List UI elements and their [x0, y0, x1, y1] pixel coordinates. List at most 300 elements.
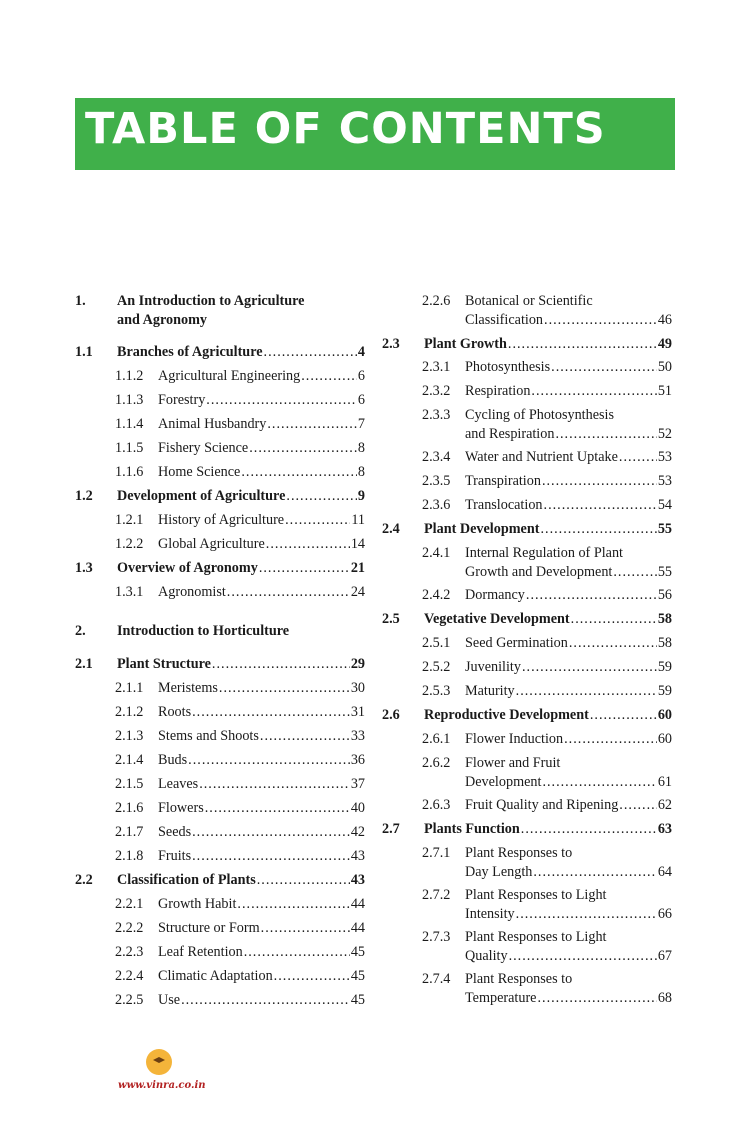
website-url[interactable]: www.vinra.co.in — [118, 1080, 206, 1091]
toc-entry-page-number: 63 — [657, 821, 672, 837]
toc-entry-title: Maturity — [465, 683, 515, 699]
toc-entry-body — [424, 335, 672, 354]
dot-leader — [205, 799, 350, 818]
toc-entry-number: 2.3.3 — [422, 407, 451, 423]
toc-entry-body — [158, 895, 365, 914]
dot-leader — [508, 335, 657, 354]
toc-entry-title: Branches of Agriculture — [117, 344, 263, 360]
toc-entry-title: Plant Structure — [117, 656, 211, 672]
dot-leader — [521, 820, 657, 839]
dot-leader — [533, 863, 656, 882]
toc-entry-body — [465, 634, 672, 653]
toc-entry-title: Buds — [158, 752, 188, 768]
dot-leader — [241, 463, 357, 482]
toc-entry-number: 2.3.1 — [422, 359, 451, 375]
toc-entry-number: 2.7.3 — [422, 929, 451, 945]
toc-entry-body — [158, 439, 365, 458]
toc-entry-title: Structure or Form — [158, 920, 260, 936]
toc-entry-page-number: 53 — [657, 473, 672, 489]
toc-entry-line — [465, 292, 672, 311]
toc-entry-title: Water and Nutrient Uptake — [465, 449, 618, 465]
toc-entry-number: 2.5 — [382, 611, 400, 627]
toc-entry-body — [465, 292, 672, 330]
toc-entry-title: Agronomist — [158, 584, 226, 600]
toc-entry-number: 2.6 — [382, 707, 400, 723]
toc-entry-title: History of Agriculture — [158, 512, 285, 528]
dot-leader — [613, 563, 656, 582]
toc-entry-line — [117, 871, 365, 890]
dot-leader — [555, 425, 656, 444]
toc-entry-line — [465, 425, 672, 444]
dot-leader — [551, 358, 657, 377]
toc-entry-line — [465, 586, 672, 605]
toc-entry-page-number: 43 — [350, 848, 365, 864]
toc-entry-number: 2.1.1 — [115, 680, 144, 696]
toc-entry-line — [117, 559, 365, 578]
dot-leader — [188, 751, 350, 770]
toc-entry-title: An Introduction to Agriculture — [117, 293, 305, 309]
toc-entry-page-number: 60 — [657, 707, 672, 723]
toc-entry-number: 2.1 — [75, 656, 93, 672]
toc-entry-line — [158, 583, 365, 602]
title-banner — [75, 98, 675, 170]
dot-leader — [192, 823, 350, 842]
toc-entry-number: 2.3.2 — [422, 383, 451, 399]
publisher-logo-icon — [146, 1049, 172, 1075]
toc-entry-page-number: 43 — [350, 872, 365, 888]
toc-entry-page-number: 9 — [357, 488, 365, 504]
toc-entry-page-number: 45 — [350, 992, 365, 1008]
toc-entry-title: Botanical or Scientific — [465, 293, 593, 309]
toc-entry-number: 1.2.2 — [115, 536, 144, 552]
dot-leader — [219, 679, 350, 698]
toc-entry-line — [465, 928, 672, 947]
toc-entry-title: Fishery Science — [158, 440, 249, 456]
toc-entry-line — [158, 415, 365, 434]
toc-entry-line — [158, 991, 365, 1010]
toc-entry-line — [158, 511, 365, 530]
toc-entry-body — [158, 679, 365, 698]
toc-entry-body — [158, 847, 365, 866]
toc-entry-body — [158, 751, 365, 770]
toc-entry-page-number: 11 — [351, 512, 365, 528]
toc-entry-line — [465, 773, 672, 792]
toc-entry-body — [465, 844, 672, 882]
toc-entry-title: Plant Responses to — [465, 845, 573, 861]
toc-entry-body — [465, 886, 672, 924]
toc-entry-page-number: 58 — [657, 611, 672, 627]
toc-entry-body — [158, 919, 365, 938]
toc-entry-title: Temperature — [465, 990, 537, 1006]
toc-entry-title: Classification — [465, 312, 544, 328]
toc-entry-line — [465, 311, 672, 330]
dot-leader — [544, 496, 657, 515]
toc-entry-body — [117, 559, 365, 578]
toc-entry-title: Global Agriculture — [158, 536, 265, 552]
toc-entry-page-number: 60 — [657, 731, 672, 747]
toc-entry-page-number: 36 — [350, 752, 365, 768]
toc-entry-page-number: 46 — [657, 312, 672, 328]
toc-entry-body — [465, 496, 672, 515]
toc-entry-title: Transpiration — [465, 473, 541, 489]
toc-entry-line — [158, 367, 365, 386]
toc-entry-number: 2.5.2 — [422, 659, 451, 675]
toc-entry-page-number: 55 — [657, 564, 672, 580]
toc-entry-body — [465, 754, 672, 792]
toc-entry-title: Growth and Development — [465, 564, 613, 580]
toc-entry-body — [424, 706, 672, 725]
toc-entry-body — [158, 727, 365, 746]
toc-entry-number: 2.2.3 — [115, 944, 144, 960]
toc-entry-title: Respiration — [465, 383, 531, 399]
toc-entry-line — [465, 472, 672, 491]
dot-leader — [564, 730, 657, 749]
dot-leader — [237, 895, 349, 914]
toc-entry-line — [117, 311, 365, 330]
toc-entry-page-number: 14 — [350, 536, 365, 552]
toc-entry-body — [158, 943, 365, 962]
toc-entry-body — [465, 682, 672, 701]
toc-entry-title: Forestry — [158, 392, 206, 408]
toc-entry-line — [465, 844, 672, 863]
toc-entry-page-number: 66 — [657, 906, 672, 922]
dot-leader — [227, 583, 350, 602]
toc-entry-title: Stems and Shoots — [158, 728, 259, 744]
toc-entry-line — [424, 335, 672, 354]
dot-leader — [544, 311, 657, 330]
dot-leader — [619, 796, 657, 815]
toc-entry-line — [465, 970, 672, 989]
toc-entry-number: 2.3 — [382, 336, 400, 352]
toc-entry-page-number: 68 — [657, 990, 672, 1006]
toc-entry-page-number: 24 — [350, 584, 365, 600]
toc-entry-title: Leaf Retention — [158, 944, 243, 960]
toc-entry-line — [465, 658, 672, 677]
toc-entry-number: 1.1.3 — [115, 392, 144, 408]
toc-entry-line — [424, 610, 672, 629]
toc-entry-title: Internal Regulation of Plant — [465, 545, 623, 561]
dot-leader — [274, 967, 350, 986]
dot-leader — [192, 847, 350, 866]
toc-entry-line — [158, 751, 365, 770]
dot-leader — [212, 655, 350, 674]
toc-entry-page-number: 53 — [657, 449, 672, 465]
toc-entry-line — [158, 919, 365, 938]
toc-entry-number: 2.1.4 — [115, 752, 144, 768]
toc-entry-page-number: 62 — [657, 797, 672, 813]
toc-entry-line — [158, 943, 365, 962]
toc-entry-body — [117, 292, 365, 330]
dot-leader — [542, 773, 656, 792]
toc-entry-page-number: 45 — [350, 944, 365, 960]
dot-leader — [537, 989, 656, 1008]
toc-entry-title: Day Length — [465, 864, 533, 880]
toc-entry-body — [465, 730, 672, 749]
toc-entry-line — [158, 439, 365, 458]
toc-entry-body — [465, 586, 672, 605]
toc-entry-body — [465, 928, 672, 966]
toc-entry-line — [465, 448, 672, 467]
toc-entry-body — [158, 703, 365, 722]
toc-entry-number: 2.5.1 — [422, 635, 451, 651]
toc-entry-line — [465, 947, 672, 966]
toc-entry-line — [465, 563, 672, 582]
toc-entry-body — [465, 406, 672, 444]
toc-entry-number: 1.3.1 — [115, 584, 144, 600]
toc-entry-number: 2.1.6 — [115, 800, 144, 816]
toc-entry-number: 2.2 — [75, 872, 93, 888]
toc-entry-title: Seeds — [158, 824, 192, 840]
toc-entry-title: Meristems — [158, 680, 218, 696]
toc-entry-number: 2.6.2 — [422, 755, 451, 771]
toc-entry-line — [465, 496, 672, 515]
toc-entry-number: 2.4.1 — [422, 545, 451, 561]
toc-entry-number: 2.2.4 — [115, 968, 144, 984]
page-title: TABLE OF CONTENTS — [85, 104, 606, 154]
toc-entry-page-number: 37 — [350, 776, 365, 792]
toc-entry-number: 1.1 — [75, 344, 93, 360]
toc-entry-title: Translocation — [465, 497, 543, 513]
toc-entry-title: and Agronomy — [117, 312, 208, 328]
toc-entry-page-number: 4 — [357, 344, 365, 360]
toc-entry-page-number: 55 — [657, 521, 672, 537]
toc-entry-page-number: 45 — [350, 968, 365, 984]
toc-entry-line — [117, 343, 365, 362]
toc-entry-page-number: 44 — [350, 920, 365, 936]
dot-leader — [619, 448, 657, 467]
toc-entry-number: 2.6.1 — [422, 731, 451, 747]
toc-entry-title: Leaves — [158, 776, 199, 792]
toc-entry-body — [465, 970, 672, 1008]
dot-leader — [249, 439, 357, 458]
dot-leader — [206, 391, 357, 410]
toc-entry-title: Flower Induction — [465, 731, 564, 747]
toc-entry-page-number: 29 — [350, 656, 365, 672]
dot-leader — [181, 991, 350, 1010]
toc-entry-body — [158, 535, 365, 554]
toc-entry-number: 2.7.4 — [422, 971, 451, 987]
dot-leader — [264, 343, 357, 362]
toc-entry-line — [158, 775, 365, 794]
toc-entry-title: Home Science — [158, 464, 241, 480]
toc-entry-page-number: 51 — [657, 383, 672, 399]
toc-entry-page-number: 58 — [657, 635, 672, 651]
toc-entry-title: and Respiration — [465, 426, 555, 442]
toc-entry-number: 2.4.2 — [422, 587, 451, 603]
toc-entry-line — [158, 727, 365, 746]
toc-entry-number: 1.2.1 — [115, 512, 144, 528]
toc-entry-number: 1.2 — [75, 488, 93, 504]
dot-leader — [257, 871, 350, 890]
toc-entry-line — [465, 544, 672, 563]
dot-leader — [261, 919, 350, 938]
dot-leader — [266, 535, 350, 554]
dot-leader — [260, 727, 350, 746]
toc-entry-line — [158, 535, 365, 554]
toc-entry-number: 2. — [75, 623, 86, 639]
dot-leader — [301, 367, 357, 386]
toc-entry-number: 2.3.4 — [422, 449, 451, 465]
toc-entry-body — [465, 472, 672, 491]
toc-entry-title: Plant Responses to Light — [465, 929, 607, 945]
toc-entry-line — [158, 799, 365, 818]
toc-entry-body — [158, 799, 365, 818]
toc-entry-line — [465, 382, 672, 401]
toc-entry-page-number: 6 — [357, 368, 365, 384]
toc-entry-body — [424, 610, 672, 629]
toc-entry-title: Animal Husbandry — [158, 416, 267, 432]
toc-entry-page-number: 64 — [657, 864, 672, 880]
toc-entry-page-number: 61 — [657, 774, 672, 790]
toc-entry-page-number: 6 — [357, 392, 365, 408]
toc-entry-body — [465, 358, 672, 377]
toc-entry-line — [158, 823, 365, 842]
toc-entry-number: 1.1.4 — [115, 416, 144, 432]
toc-entry-line — [117, 487, 365, 506]
toc-entry-number: 2.1.2 — [115, 704, 144, 720]
toc-entry-number: 2.7.1 — [422, 845, 451, 861]
toc-entry-line — [465, 989, 672, 1008]
toc-entry-title: Flowers — [158, 800, 204, 816]
toc-entry-number: 2.2.6 — [422, 293, 451, 309]
toc-entry-line — [158, 847, 365, 866]
toc-entry-page-number: 33 — [350, 728, 365, 744]
toc-entry-number: 2.3.6 — [422, 497, 451, 513]
toc-entry-number: 1. — [75, 293, 86, 309]
toc-entry-number: 1.3 — [75, 560, 93, 576]
toc-entry-number: 1.1.5 — [115, 440, 144, 456]
toc-entry-title: Growth Habit — [158, 896, 237, 912]
toc-entry-title: Plant Responses to Light — [465, 887, 607, 903]
dot-leader — [526, 586, 657, 605]
toc-entry-body — [465, 544, 672, 582]
dot-leader — [244, 943, 350, 962]
toc-entry-number: 2.6.3 — [422, 797, 451, 813]
toc-entry-title: Fruit Quality and Ripening — [465, 797, 619, 813]
toc-entry-body — [158, 367, 365, 386]
toc-entry-page-number: 44 — [350, 896, 365, 912]
toc-entry-body — [158, 991, 365, 1010]
toc-entry-line — [158, 967, 365, 986]
toc-entry-number: 2.3.5 — [422, 473, 451, 489]
toc-entry-body — [465, 382, 672, 401]
toc-entry-line — [117, 292, 365, 311]
toc-entry-line — [158, 703, 365, 722]
toc-entry-line — [465, 886, 672, 905]
dot-leader — [542, 472, 657, 491]
dot-leader — [571, 610, 657, 629]
toc-entry-line — [424, 706, 672, 725]
toc-entry-page-number: 59 — [657, 683, 672, 699]
toc-entry-line — [465, 634, 672, 653]
toc-entry-title: Agricultural Engineering — [158, 368, 301, 384]
toc-entry-number: 2.1.5 — [115, 776, 144, 792]
toc-entry-body — [424, 820, 672, 839]
toc-entry-title: Plant Development — [424, 521, 540, 537]
toc-entry-page-number: 8 — [357, 464, 365, 480]
dot-leader — [516, 682, 657, 701]
toc-entry-page-number: 50 — [657, 359, 672, 375]
toc-entry-body — [158, 583, 365, 602]
toc-entry-line — [158, 679, 365, 698]
toc-entry-title: Roots — [158, 704, 192, 720]
toc-entry-number: 2.2.5 — [115, 992, 144, 1008]
toc-entry-title: Seed Germination — [465, 635, 568, 651]
toc-entry-number: 2.1.3 — [115, 728, 144, 744]
toc-entry-page-number: 21 — [350, 560, 365, 576]
toc-entry-title: Classification of Plants — [117, 872, 256, 888]
toc-entry-body — [158, 415, 365, 434]
toc-entry-body — [158, 391, 365, 410]
toc-entry-line — [465, 905, 672, 924]
toc-entry-line — [465, 730, 672, 749]
dot-leader — [509, 947, 657, 966]
toc-entry-body — [117, 343, 365, 362]
dot-leader — [540, 520, 656, 539]
toc-entry-number: 2.7.2 — [422, 887, 451, 903]
toc-entry-title: Cycling of Photosynthesis — [465, 407, 614, 423]
toc-entry-title: Plant Responses to — [465, 971, 573, 987]
dot-leader — [285, 511, 350, 530]
dot-leader — [569, 634, 657, 653]
toc-entry-title: Juvenility — [465, 659, 521, 675]
toc-entry-body — [158, 823, 365, 842]
toc-entry-line — [117, 622, 365, 641]
toc-entry-number: 2.1.8 — [115, 848, 144, 864]
toc-entry-title: Overview of Agronomy — [117, 560, 258, 576]
toc-entry-title: Development of Agriculture — [117, 488, 286, 504]
toc-entry-body — [117, 871, 365, 890]
dot-leader — [199, 775, 350, 794]
toc-entry-body — [158, 511, 365, 530]
toc-entry-body — [158, 967, 365, 986]
toc-entry-page-number: 42 — [350, 824, 365, 840]
toc-entry-title: Dormancy — [465, 587, 525, 603]
toc-entry-number: 2.2.1 — [115, 896, 144, 912]
dot-leader — [522, 658, 657, 677]
toc-entry-page-number: 52 — [657, 426, 672, 442]
toc-entry-line — [158, 895, 365, 914]
toc-entry-title: Reproductive Development — [424, 707, 589, 723]
toc-entry-number: 2.1.7 — [115, 824, 144, 840]
toc-entry-page-number: 54 — [657, 497, 672, 513]
toc-entry-title: Fruits — [158, 848, 192, 864]
toc-entry-body — [117, 622, 365, 641]
dot-leader — [267, 415, 357, 434]
toc-entry-body — [465, 448, 672, 467]
toc-entry-page-number: 40 — [350, 800, 365, 816]
dot-leader — [192, 703, 350, 722]
toc-entry-body — [424, 520, 672, 539]
toc-entry-title: Photosynthesis — [465, 359, 551, 375]
toc-entry-body — [158, 775, 365, 794]
toc-entry-title: Plant Growth — [424, 336, 507, 352]
dot-leader — [590, 706, 657, 725]
toc-entry-line — [424, 520, 672, 539]
toc-entry-line — [465, 406, 672, 425]
toc-entry-line — [465, 796, 672, 815]
toc-entry-page-number: 49 — [657, 336, 672, 352]
toc-entry-title: Introduction to Horticulture — [117, 623, 290, 639]
dot-leader — [286, 487, 357, 506]
toc-entry-number: 2.4 — [382, 521, 400, 537]
toc-entry-number: 2.5.3 — [422, 683, 451, 699]
toc-entry-line — [117, 655, 365, 674]
toc-entry-page-number: 30 — [350, 680, 365, 696]
toc-entry-title: Use — [158, 992, 181, 1008]
toc-entry-line — [158, 391, 365, 410]
toc-entry-body — [158, 463, 365, 482]
